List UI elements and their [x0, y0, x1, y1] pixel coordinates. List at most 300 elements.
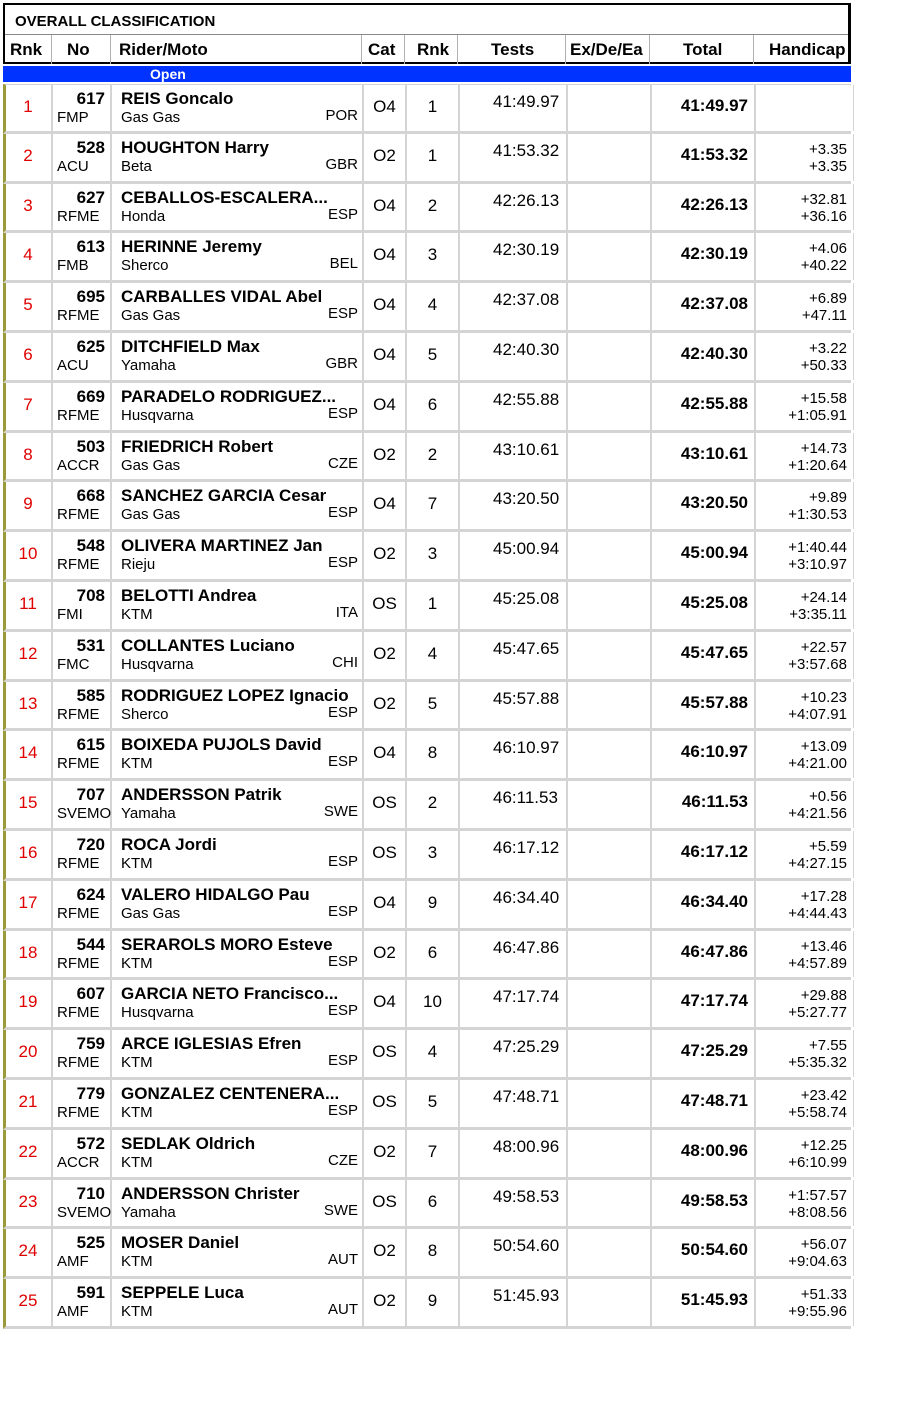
category-rank: 5	[427, 344, 438, 364]
tests-cell	[460, 632, 568, 679]
tests-time: 46:34.40	[493, 887, 560, 907]
rider-name: CEBALLOS-ESCALERA...	[121, 187, 328, 207]
total-cell	[652, 383, 756, 430]
federation: RFME	[57, 1004, 100, 1022]
category: O2	[373, 145, 396, 165]
category-rank: 1	[427, 145, 438, 165]
rider-number: 779	[76, 1083, 105, 1103]
total-time: 42:37.08	[680, 294, 748, 314]
rider-cell	[112, 85, 364, 131]
category-cell	[364, 333, 407, 380]
gap-leader: +40.22	[800, 257, 847, 275]
category-rank-cell	[407, 682, 460, 729]
overall-rank: 21	[18, 1091, 38, 1111]
category-cell	[364, 881, 407, 928]
rank-cell	[6, 632, 53, 679]
number-cell	[53, 831, 112, 878]
penalties-cell	[568, 134, 652, 181]
rank-cell	[6, 881, 53, 928]
federation: ACCR	[57, 456, 100, 474]
tests-cell	[460, 781, 568, 828]
nationality: ESP	[327, 404, 358, 422]
total-time: 51:45.93	[680, 1290, 748, 1310]
category-cell	[364, 980, 407, 1027]
handicap-cell	[756, 482, 854, 529]
category-cell	[364, 831, 407, 878]
rider-cell	[112, 283, 364, 330]
category-rank: 8	[427, 1241, 438, 1261]
tests-cell	[460, 582, 568, 629]
number-cell	[53, 1080, 112, 1127]
number-cell	[53, 582, 112, 629]
rider-cell	[112, 1279, 364, 1326]
gap-previous: +4.06	[809, 240, 847, 258]
category-cell	[364, 731, 407, 778]
rider-name: RODRIGUEZ LOPEZ Ignacio	[121, 685, 349, 705]
handicap-cell	[756, 1180, 854, 1227]
tests-time: 45:25.08	[493, 588, 560, 608]
category: O4	[373, 394, 396, 414]
tests-cell	[460, 333, 568, 380]
total-time: 47:25.29	[680, 1041, 748, 1061]
penalties-cell	[568, 532, 652, 579]
category-rank: 7	[427, 494, 438, 514]
handicap-cell	[756, 333, 854, 380]
category-cell	[364, 1130, 407, 1177]
rider-name: GARCIA NETO Francisco...	[121, 984, 339, 1004]
nationality: SWE	[323, 803, 358, 821]
rider-name: MOSER Daniel	[121, 1233, 240, 1253]
number-cell	[53, 1180, 112, 1227]
table-row	[3, 781, 851, 831]
col-divider	[404, 35, 405, 64]
category-rank-cell	[407, 1030, 460, 1077]
category: O4	[373, 97, 396, 116]
tests-cell	[460, 881, 568, 928]
tests-cell	[460, 731, 568, 778]
class-group-bar	[3, 66, 851, 82]
category-rank: 4	[427, 1042, 438, 1062]
rider-name: OLIVERA MARTINEZ Jan	[121, 536, 323, 556]
motorcycle-brand: Sherco	[121, 257, 169, 275]
table-row	[3, 682, 851, 732]
federation: FMB	[57, 257, 89, 275]
total-time: 42:30.19	[680, 244, 748, 264]
motorcycle-brand: KTM	[121, 1253, 153, 1271]
tests-time: 46:17.12	[493, 837, 560, 857]
tests-time: 42:37.08	[493, 290, 560, 310]
motorcycle-brand: KTM	[121, 1153, 153, 1171]
motorcycle-brand: Rieju	[121, 556, 156, 574]
col-divider	[457, 35, 458, 64]
category-rank: 5	[427, 693, 438, 713]
class-group-label: Open	[150, 66, 186, 82]
category: O2	[373, 643, 396, 663]
table-row	[3, 1030, 851, 1080]
motorcycle-brand: Honda	[121, 207, 166, 225]
category: O4	[373, 992, 396, 1012]
category: O2	[373, 942, 396, 962]
tests-time: 47:48.71	[493, 1086, 560, 1106]
category-rank-cell	[407, 781, 460, 828]
rank-cell	[6, 831, 53, 878]
tests-cell	[460, 482, 568, 529]
tests-cell	[460, 1080, 568, 1127]
total-time: 42:40.30	[680, 343, 748, 363]
category-cell	[364, 433, 407, 480]
handicap-cell	[756, 283, 854, 330]
motorcycle-brand: KTM	[121, 1103, 153, 1121]
handicap-cell	[756, 781, 854, 828]
penalties-cell	[568, 433, 652, 480]
category: OS	[372, 842, 397, 862]
handicap-cell	[756, 1229, 854, 1276]
overall-rank: 18	[18, 942, 38, 962]
tests-cell	[460, 682, 568, 729]
federation: RFME	[57, 1103, 100, 1121]
number-cell	[53, 632, 112, 679]
category-rank-cell	[407, 1080, 460, 1127]
total-time: 47:48.71	[680, 1090, 748, 1110]
rider-name: ROCA Jordi	[121, 834, 217, 854]
number-cell	[53, 233, 112, 280]
category: O2	[373, 1141, 396, 1161]
category-rank: 8	[427, 743, 438, 763]
rider-number: 613	[76, 237, 105, 257]
category-cell	[364, 283, 407, 330]
col-divider	[51, 35, 52, 64]
gap-previous: +56.07	[800, 1236, 847, 1254]
motorcycle-brand: Husqvarna	[121, 655, 194, 673]
total-cell	[652, 831, 756, 878]
rider-name: HOUGHTON Harry	[121, 137, 269, 157]
rider-number: 503	[76, 436, 105, 456]
penalties-cell	[568, 283, 652, 330]
category-rank: 3	[427, 544, 438, 564]
number-cell	[53, 433, 112, 480]
nationality: ESP	[327, 205, 358, 223]
number-cell	[53, 1229, 112, 1276]
rider-cell	[112, 731, 364, 778]
table-row	[3, 582, 851, 632]
number-cell	[53, 781, 112, 828]
table-row	[3, 831, 851, 881]
motorcycle-brand: KTM	[121, 1303, 153, 1321]
col-header-rank: Rnk	[10, 40, 43, 59]
gap-leader: +4:07.91	[788, 705, 847, 723]
penalties-cell	[568, 482, 652, 529]
gap-leader: +5:27.77	[788, 1004, 847, 1022]
tests-time: 45:47.65	[493, 638, 560, 658]
tests-time: 50:54.60	[493, 1236, 560, 1256]
total-time: 42:26.13	[680, 194, 748, 214]
category-rank: 1	[427, 97, 438, 116]
penalties-cell	[568, 1229, 652, 1276]
total-cell	[652, 1080, 756, 1127]
tests-cell	[460, 283, 568, 330]
handicap-cell	[756, 582, 854, 629]
rider-cell	[112, 1130, 364, 1177]
total-time: 48:00.96	[680, 1140, 748, 1160]
total-time: 46:47.86	[680, 941, 748, 961]
rider-name: SANCHEZ GARCIA Cesar	[121, 486, 327, 506]
federation: FMI	[57, 605, 83, 623]
tests-cell	[460, 85, 568, 131]
overall-rank: 2	[23, 145, 33, 165]
handicap-cell	[756, 233, 854, 280]
nationality: GBR	[325, 155, 358, 173]
total-cell	[652, 1279, 756, 1326]
nationality: ESP	[327, 504, 358, 522]
rank-cell	[6, 1180, 53, 1227]
category-cell	[364, 233, 407, 280]
rider-name: ANDERSSON Christer	[121, 1183, 300, 1203]
gap-leader: +3:57.68	[788, 655, 847, 673]
category: OS	[372, 793, 397, 813]
gap-previous: +13.46	[800, 937, 847, 955]
table-row	[3, 134, 851, 184]
overall-rank: 15	[18, 793, 38, 813]
gap-leader: +1:05.91	[788, 406, 847, 424]
category-rank-cell	[407, 1279, 460, 1326]
tests-cell	[460, 233, 568, 280]
total-time: 46:17.12	[680, 841, 748, 861]
category-rank: 3	[427, 245, 438, 265]
rider-cell	[112, 134, 364, 181]
number-cell	[53, 1130, 112, 1177]
penalties-cell	[568, 1130, 652, 1177]
col-divider	[753, 35, 754, 64]
rider-cell	[112, 184, 364, 231]
table-row	[3, 931, 851, 981]
rank-cell	[6, 1030, 53, 1077]
total-cell	[652, 85, 756, 131]
gap-previous: +0.56	[809, 788, 847, 806]
col-divider	[565, 35, 566, 64]
total-cell	[652, 283, 756, 330]
rider-name: PARADELO RODRIGUEZ...	[121, 386, 337, 406]
federation: RFME	[57, 904, 100, 922]
rank-cell	[6, 980, 53, 1027]
handicap-cell	[756, 682, 854, 729]
rider-cell	[112, 532, 364, 579]
tests-time: 48:00.96	[493, 1136, 560, 1156]
rank-cell	[6, 233, 53, 280]
nationality: AUT	[328, 1301, 358, 1319]
total-cell	[652, 1180, 756, 1227]
rider-name: ARCE IGLESIAS Efren	[121, 1034, 302, 1054]
tests-time: 43:20.50	[493, 489, 560, 509]
gap-leader: +4:27.15	[788, 854, 847, 872]
tests-time: 43:10.61	[493, 439, 560, 459]
tests-time: 49:58.53	[493, 1186, 560, 1206]
tests-cell	[460, 433, 568, 480]
number-cell	[53, 980, 112, 1027]
category-rank-cell	[407, 1130, 460, 1177]
penalties-cell	[568, 1030, 652, 1077]
overall-rank: 24	[18, 1241, 38, 1261]
tests-time: 42:40.30	[493, 339, 560, 359]
handicap-cell	[756, 632, 854, 679]
rider-cell	[112, 383, 364, 430]
category-cell	[364, 632, 407, 679]
rider-name: GONZALEZ CENTENERA...	[121, 1083, 340, 1103]
category-cell	[364, 1180, 407, 1227]
handicap-cell	[756, 85, 854, 131]
total-time: 45:00.94	[680, 543, 748, 563]
federation: AMF	[57, 1303, 89, 1321]
gap-previous: +32.81	[800, 190, 847, 208]
gap-previous: +6.89	[809, 290, 847, 308]
motorcycle-brand: Gas Gas	[121, 904, 181, 922]
total-time: 42:55.88	[680, 393, 748, 413]
gap-leader: +8:08.56	[788, 1203, 847, 1221]
category: O2	[373, 444, 396, 464]
rider-cell	[112, 980, 364, 1027]
total-time: 46:10.97	[680, 742, 748, 762]
header-divider	[5, 34, 848, 35]
motorcycle-brand: KTM	[121, 954, 153, 972]
rank-cell	[6, 433, 53, 480]
federation: RFME	[57, 406, 100, 424]
rider-name: SEPPELE Luca	[121, 1283, 244, 1303]
gap-previous: +3.35	[809, 140, 847, 158]
nationality: CZE	[328, 454, 358, 472]
overall-rank: 16	[18, 842, 38, 862]
category: O4	[373, 892, 396, 912]
overall-rank: 11	[19, 593, 37, 613]
table-row	[3, 333, 851, 383]
gap-previous: +29.88	[800, 987, 847, 1005]
col-header-penalties: Ex/De/Ea	[570, 40, 643, 59]
penalties-cell	[568, 632, 652, 679]
category-rank-cell	[407, 333, 460, 380]
col-header-total: Total	[683, 40, 723, 59]
category-cell	[364, 482, 407, 529]
col-header-handicap: Handicap	[769, 40, 846, 59]
tests-time: 42:30.19	[493, 240, 560, 260]
rider-name: CARBALLES VIDAL Abel	[121, 287, 323, 307]
penalties-cell	[568, 1279, 652, 1326]
penalties-cell	[568, 881, 652, 928]
category-rank-cell	[407, 233, 460, 280]
rider-name: BOIXEDA PUJOLS David	[121, 735, 322, 755]
rider-cell	[112, 582, 364, 629]
category: OS	[372, 1091, 397, 1111]
handicap-cell	[756, 134, 854, 181]
tests-cell	[460, 1279, 568, 1326]
number-cell	[53, 283, 112, 330]
number-cell	[53, 532, 112, 579]
rider-cell	[112, 881, 364, 928]
category: O2	[373, 544, 396, 564]
gap-previous: +22.57	[800, 638, 847, 656]
rider-number: 572	[76, 1133, 105, 1153]
category-rank: 10	[423, 992, 442, 1012]
tests-cell	[460, 184, 568, 231]
tests-cell	[460, 931, 568, 978]
category-rank-cell	[407, 85, 460, 131]
nationality: CHI	[332, 653, 358, 671]
rider-cell	[112, 1229, 364, 1276]
gap-leader: +50.33	[800, 356, 847, 374]
rank-cell	[6, 931, 53, 978]
penalties-cell	[568, 184, 652, 231]
rider-number: 525	[76, 1233, 105, 1253]
nationality: BEL	[329, 255, 358, 273]
motorcycle-brand: Yamaha	[121, 805, 176, 823]
table-row	[3, 1279, 851, 1329]
gap-leader: +47.11	[801, 307, 847, 325]
table-row	[3, 433, 851, 483]
rider-number: 531	[76, 635, 105, 655]
motorcycle-brand: KTM	[121, 605, 153, 623]
gap-leader: +36.16	[800, 207, 847, 225]
rider-cell	[112, 781, 364, 828]
rider-name: ANDERSSON Patrik	[121, 785, 282, 805]
rider-name: REIS Goncalo	[121, 89, 234, 108]
rank-cell	[6, 85, 53, 131]
category-rank: 5	[427, 1091, 438, 1111]
gap-previous: +3.22	[809, 339, 847, 357]
category-cell	[364, 134, 407, 181]
table-row	[3, 881, 851, 931]
rider-name: COLLANTES Luciano	[121, 635, 295, 655]
number-cell	[53, 731, 112, 778]
nationality: SWE	[323, 1201, 358, 1219]
tests-time: 41:53.32	[493, 140, 560, 160]
tests-time: 51:45.93	[493, 1286, 560, 1306]
nationality: POR	[325, 107, 358, 124]
penalties-cell	[568, 980, 652, 1027]
penalties-cell	[568, 682, 652, 729]
penalties-cell	[568, 383, 652, 430]
rank-cell	[6, 283, 53, 330]
rank-cell	[6, 682, 53, 729]
total-cell	[652, 134, 756, 181]
category-rank-cell	[407, 731, 460, 778]
category-cell	[364, 1080, 407, 1127]
federation: RFME	[57, 556, 100, 574]
total-time: 41:53.32	[680, 144, 748, 164]
nationality: ESP	[327, 554, 358, 572]
category-rank-cell	[407, 184, 460, 231]
overall-rank: 8	[23, 444, 33, 464]
penalties-cell	[568, 233, 652, 280]
tests-cell	[460, 1030, 568, 1077]
motorcycle-brand: KTM	[121, 854, 153, 872]
results-table-body	[3, 84, 851, 1329]
federation: ACCR	[57, 1153, 100, 1171]
total-cell	[652, 1030, 756, 1077]
handicap-cell	[756, 1080, 854, 1127]
category-rank-cell	[407, 532, 460, 579]
penalties-cell	[568, 1180, 652, 1227]
rider-number: 624	[76, 884, 105, 904]
category-rank-cell	[407, 134, 460, 181]
overall-rank: 22	[18, 1141, 38, 1161]
federation: AMF	[57, 1253, 89, 1271]
nationality: ITA	[335, 603, 358, 621]
rank-cell	[6, 482, 53, 529]
tests-time: 46:10.97	[493, 738, 560, 758]
number-cell	[53, 333, 112, 380]
rider-cell	[112, 1080, 364, 1127]
table-row	[3, 184, 851, 234]
penalties-cell	[568, 931, 652, 978]
category-rank: 6	[427, 1191, 438, 1211]
handicap-cell	[756, 1130, 854, 1177]
